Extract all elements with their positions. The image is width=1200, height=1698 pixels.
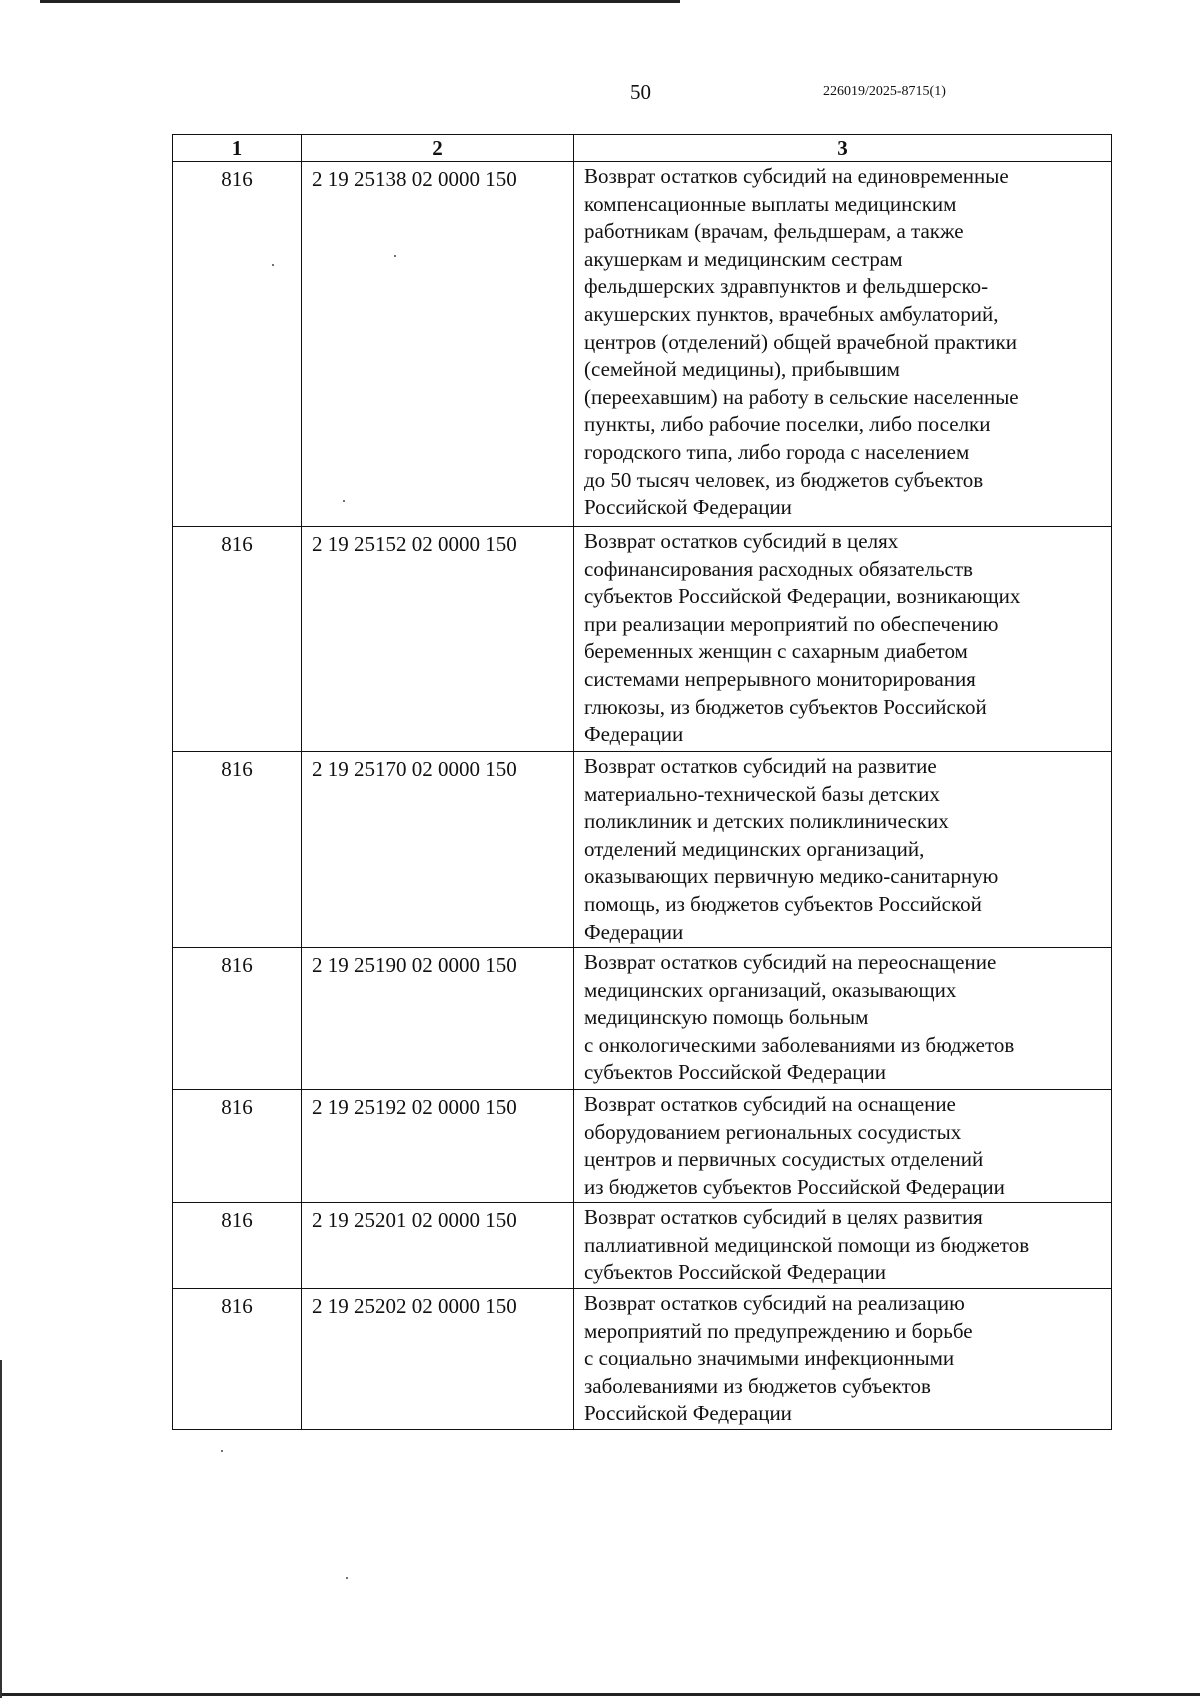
budget-code-cell: 2 19 25138 02 0000 150: [302, 162, 574, 526]
scan-speck: [346, 1577, 348, 1579]
scan-speck: [343, 500, 345, 502]
budget-codes-table: [172, 134, 1112, 1430]
admin-code-cell: 816: [173, 527, 302, 751]
table-header-row: [172, 134, 1112, 162]
budget-code-cell: 2 19 25152 02 0000 150: [302, 527, 574, 751]
description-cell: Возврат остатков субсидий на реализацию мероприятий по предупреждению и борьбе с социально значимыми инфекционными заболеваниями из бюджетов субъектов Российской Федерации: [584, 1291, 973, 1426]
description-cell: Возврат остатков субсидий в целях софинансирования расходных обязательств субъектов Российской Федерации, возникающих при реализации мероприятий по обеспечению беременных женщин с сахарным диабетом системами непрерывного мониторирования глюкозы, из бюджетов субъектов Российской Федерации: [584, 529, 1021, 747]
scan-edge-bottom: [0, 1693, 1200, 1696]
document-number: 226019/2025-8715(1): [823, 84, 946, 99]
table-row: [172, 948, 1112, 1090]
scan-edge-top: [40, 0, 680, 3]
description-cell: Возврат остатков субсидий на переоснащение медицинских организаций, оказывающих медицинскую помощь больным с онкологическими заболеваниями из бюджетов субъектов Российской Федерации: [584, 950, 1015, 1085]
scan-speck: [221, 1450, 223, 1452]
description-cell: Возврат остатков субсидий на единовременные компенсационные выплаты медицинским работникам (врачам, фельдшерам, а также акушеркам и медицинским сестрам фельдшерских здравпунктов и фельдшерско- акушерских пунктов, врачебных амбулаторий, центров (отделений) общей врачебной практики (семейной медицины), прибывшим (переехавшим) на работу в сельские населенные пункты, либо рабочие поселки, либо поселки городского типа, либо города с населением до 50 тысяч человек, из бюджетов субъектов Российской Федерации: [584, 164, 1019, 520]
table-row: [172, 1289, 1112, 1430]
table-row: [172, 527, 1112, 752]
column-header-3: 3: [837, 136, 848, 160]
description-cell: Возврат остатков субсидий на развитие материально-технической базы детских поликлиник и детских поликлинических отделений медицинских организаций, оказывающих первичную медико-санитарную помощь, из бюджетов субъектов Российской Федерации: [584, 754, 999, 944]
admin-code-cell: 816: [173, 948, 302, 1089]
description-cell: Возврат остатков субсидий в целях развития паллиативной медицинской помощи из бюджетов субъектов Российской Федерации: [584, 1205, 1030, 1285]
description-cell: Возврат остатков субсидий на оснащение оборудованием региональных сосудистых центров и первичных сосудистых отделений из бюджетов субъектов Российской Федерации: [584, 1092, 1005, 1199]
budget-code-cell: 2 19 25190 02 0000 150: [302, 948, 574, 1089]
column-header-1: 1: [173, 135, 302, 161]
table-row: [172, 752, 1112, 948]
budget-code-cell: 2 19 25202 02 0000 150: [302, 1289, 574, 1429]
table-row: [172, 1203, 1112, 1289]
admin-code-cell: 816: [173, 1289, 302, 1429]
admin-code-cell: 816: [173, 162, 302, 526]
budget-code-cell: 2 19 25192 02 0000 150: [302, 1090, 574, 1202]
scan-edge-left: [0, 1360, 2, 1698]
scan-speck: [394, 255, 396, 257]
column-header-2: 2: [302, 135, 574, 161]
scan-speck: [272, 264, 274, 266]
page-number: 50: [630, 80, 651, 104]
table-row: [172, 1090, 1112, 1203]
admin-code-cell: 816: [173, 752, 302, 947]
table-row: [172, 162, 1112, 527]
budget-code-cell: 2 19 25170 02 0000 150: [302, 752, 574, 947]
admin-code-cell: 816: [173, 1203, 302, 1288]
admin-code-cell: 816: [173, 1090, 302, 1202]
budget-code-cell: 2 19 25201 02 0000 150: [302, 1203, 574, 1288]
